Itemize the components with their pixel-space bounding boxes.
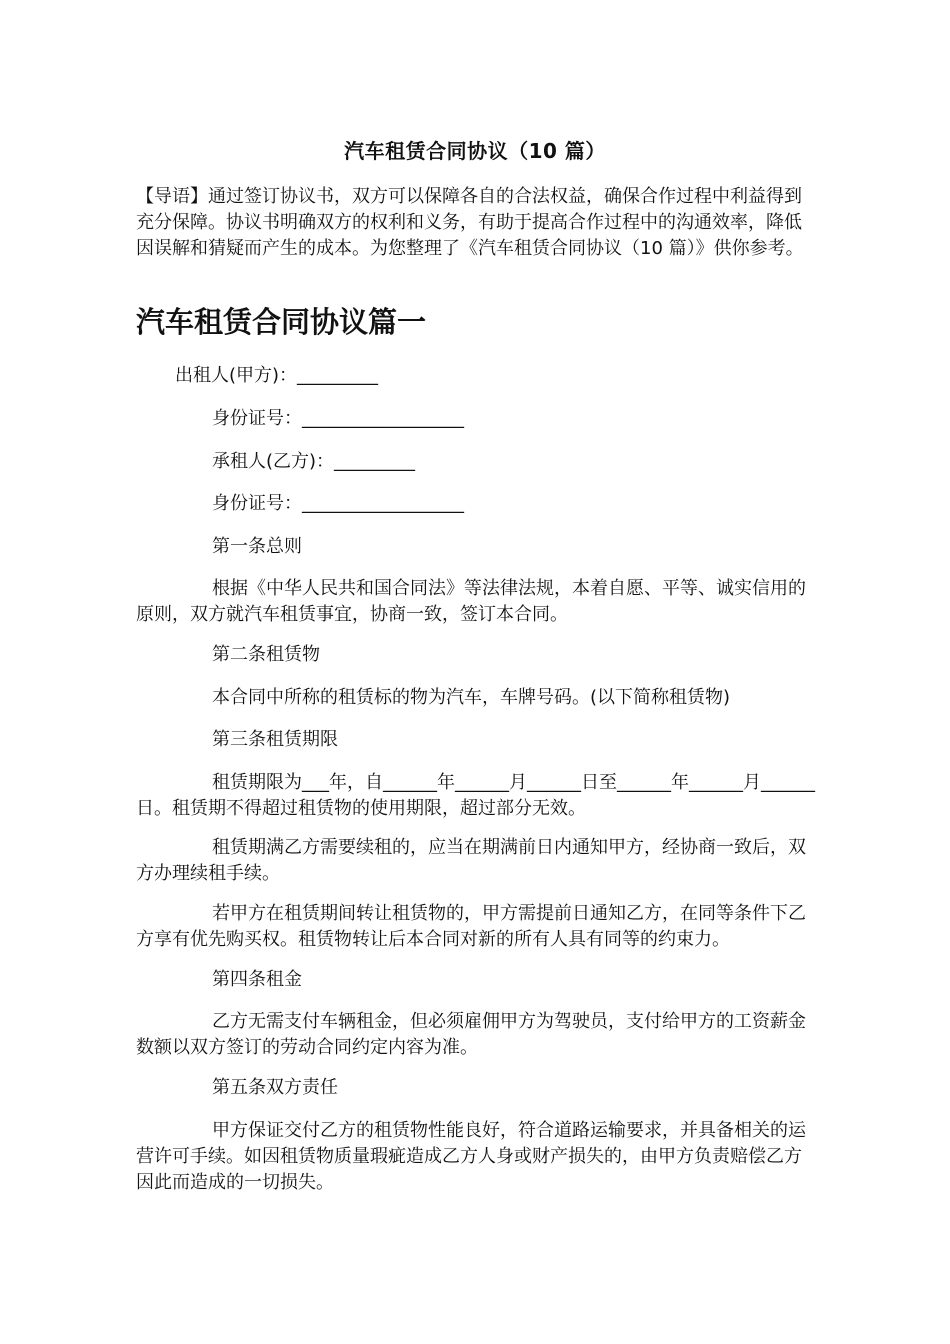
lessee-line: 承租人(乙方)：_________ <box>212 451 416 472</box>
lessor-id-line: 身份证号：__________________ <box>212 408 464 429</box>
lessee-id-line: 身份证号：__________________ <box>212 493 464 514</box>
article-5-title: 第五条双方责任 <box>212 1077 338 1098</box>
document-title: 汽车租赁合同协议（10 篇） <box>344 139 606 163</box>
article-4-body: 乙方无需支付车辆租金，但必须雇佣甲方为驾驶员，支付给甲方的工资薪金数额以双方签订的劳动合同约定内容为准。 <box>136 1011 806 1058</box>
article-3-body-2: 租赁期满乙方需要续租的，应当在期满前日内通知甲方，经协商一致后，双方办理续租手续。 <box>136 837 806 884</box>
article-1-body: 根据《中华人民共和国合同法》等法律法规，本着自愿、平等、诚实信用的原则，双方就汽车租赁事宜，协商一致，签订本合同。 <box>136 578 806 625</box>
article-3-title: 第三条租赁期限 <box>212 729 338 750</box>
article-3-body-1: 租赁期限为___年，自______年______月______日至______年______月______日。租赁期不得超过租赁物的使用期限，超过部分无效。 <box>136 772 815 819</box>
section-heading: 汽车租赁合同协议篇一 <box>136 305 427 339</box>
article-1-title: 第一条总则 <box>212 536 302 557</box>
article-5-body: 甲方保证交付乙方的租赁物性能良好，符合道路运输要求，并具备相关的运营许可手续。如因租赁物质量瑕疵造成乙方人身或财产损失的，由甲方负责赔偿乙方因此而造成的一切损失。 <box>136 1120 806 1193</box>
article-4-title: 第四条租金 <box>212 969 302 990</box>
article-2-title: 第二条租赁物 <box>212 644 320 665</box>
article-2-body: 本合同中所称的租赁标的物为汽车，车牌号码。(以下简称租赁物) <box>212 687 731 708</box>
article-3-body-3: 若甲方在租赁期间转让租赁物的，甲方需提前日通知乙方，在同等条件下乙方享有优先购买权。租赁物转让后本合同对新的所有人具有同等的约束力。 <box>136 903 806 950</box>
lessor-line: 出租人(甲方)：_________ <box>175 365 379 386</box>
intro-paragraph: 【导语】通过签订协议书，双方可以保障各自的合法权益，确保合作过程中利益得到充分保障。协议书明确双方的权利和义务，有助于提高合作过程中的沟通效率，降低因误解和猜疑而产生的成本。为您整理了《汽车租赁合同协议（10 篇）》供你参考。 <box>136 186 804 259</box>
